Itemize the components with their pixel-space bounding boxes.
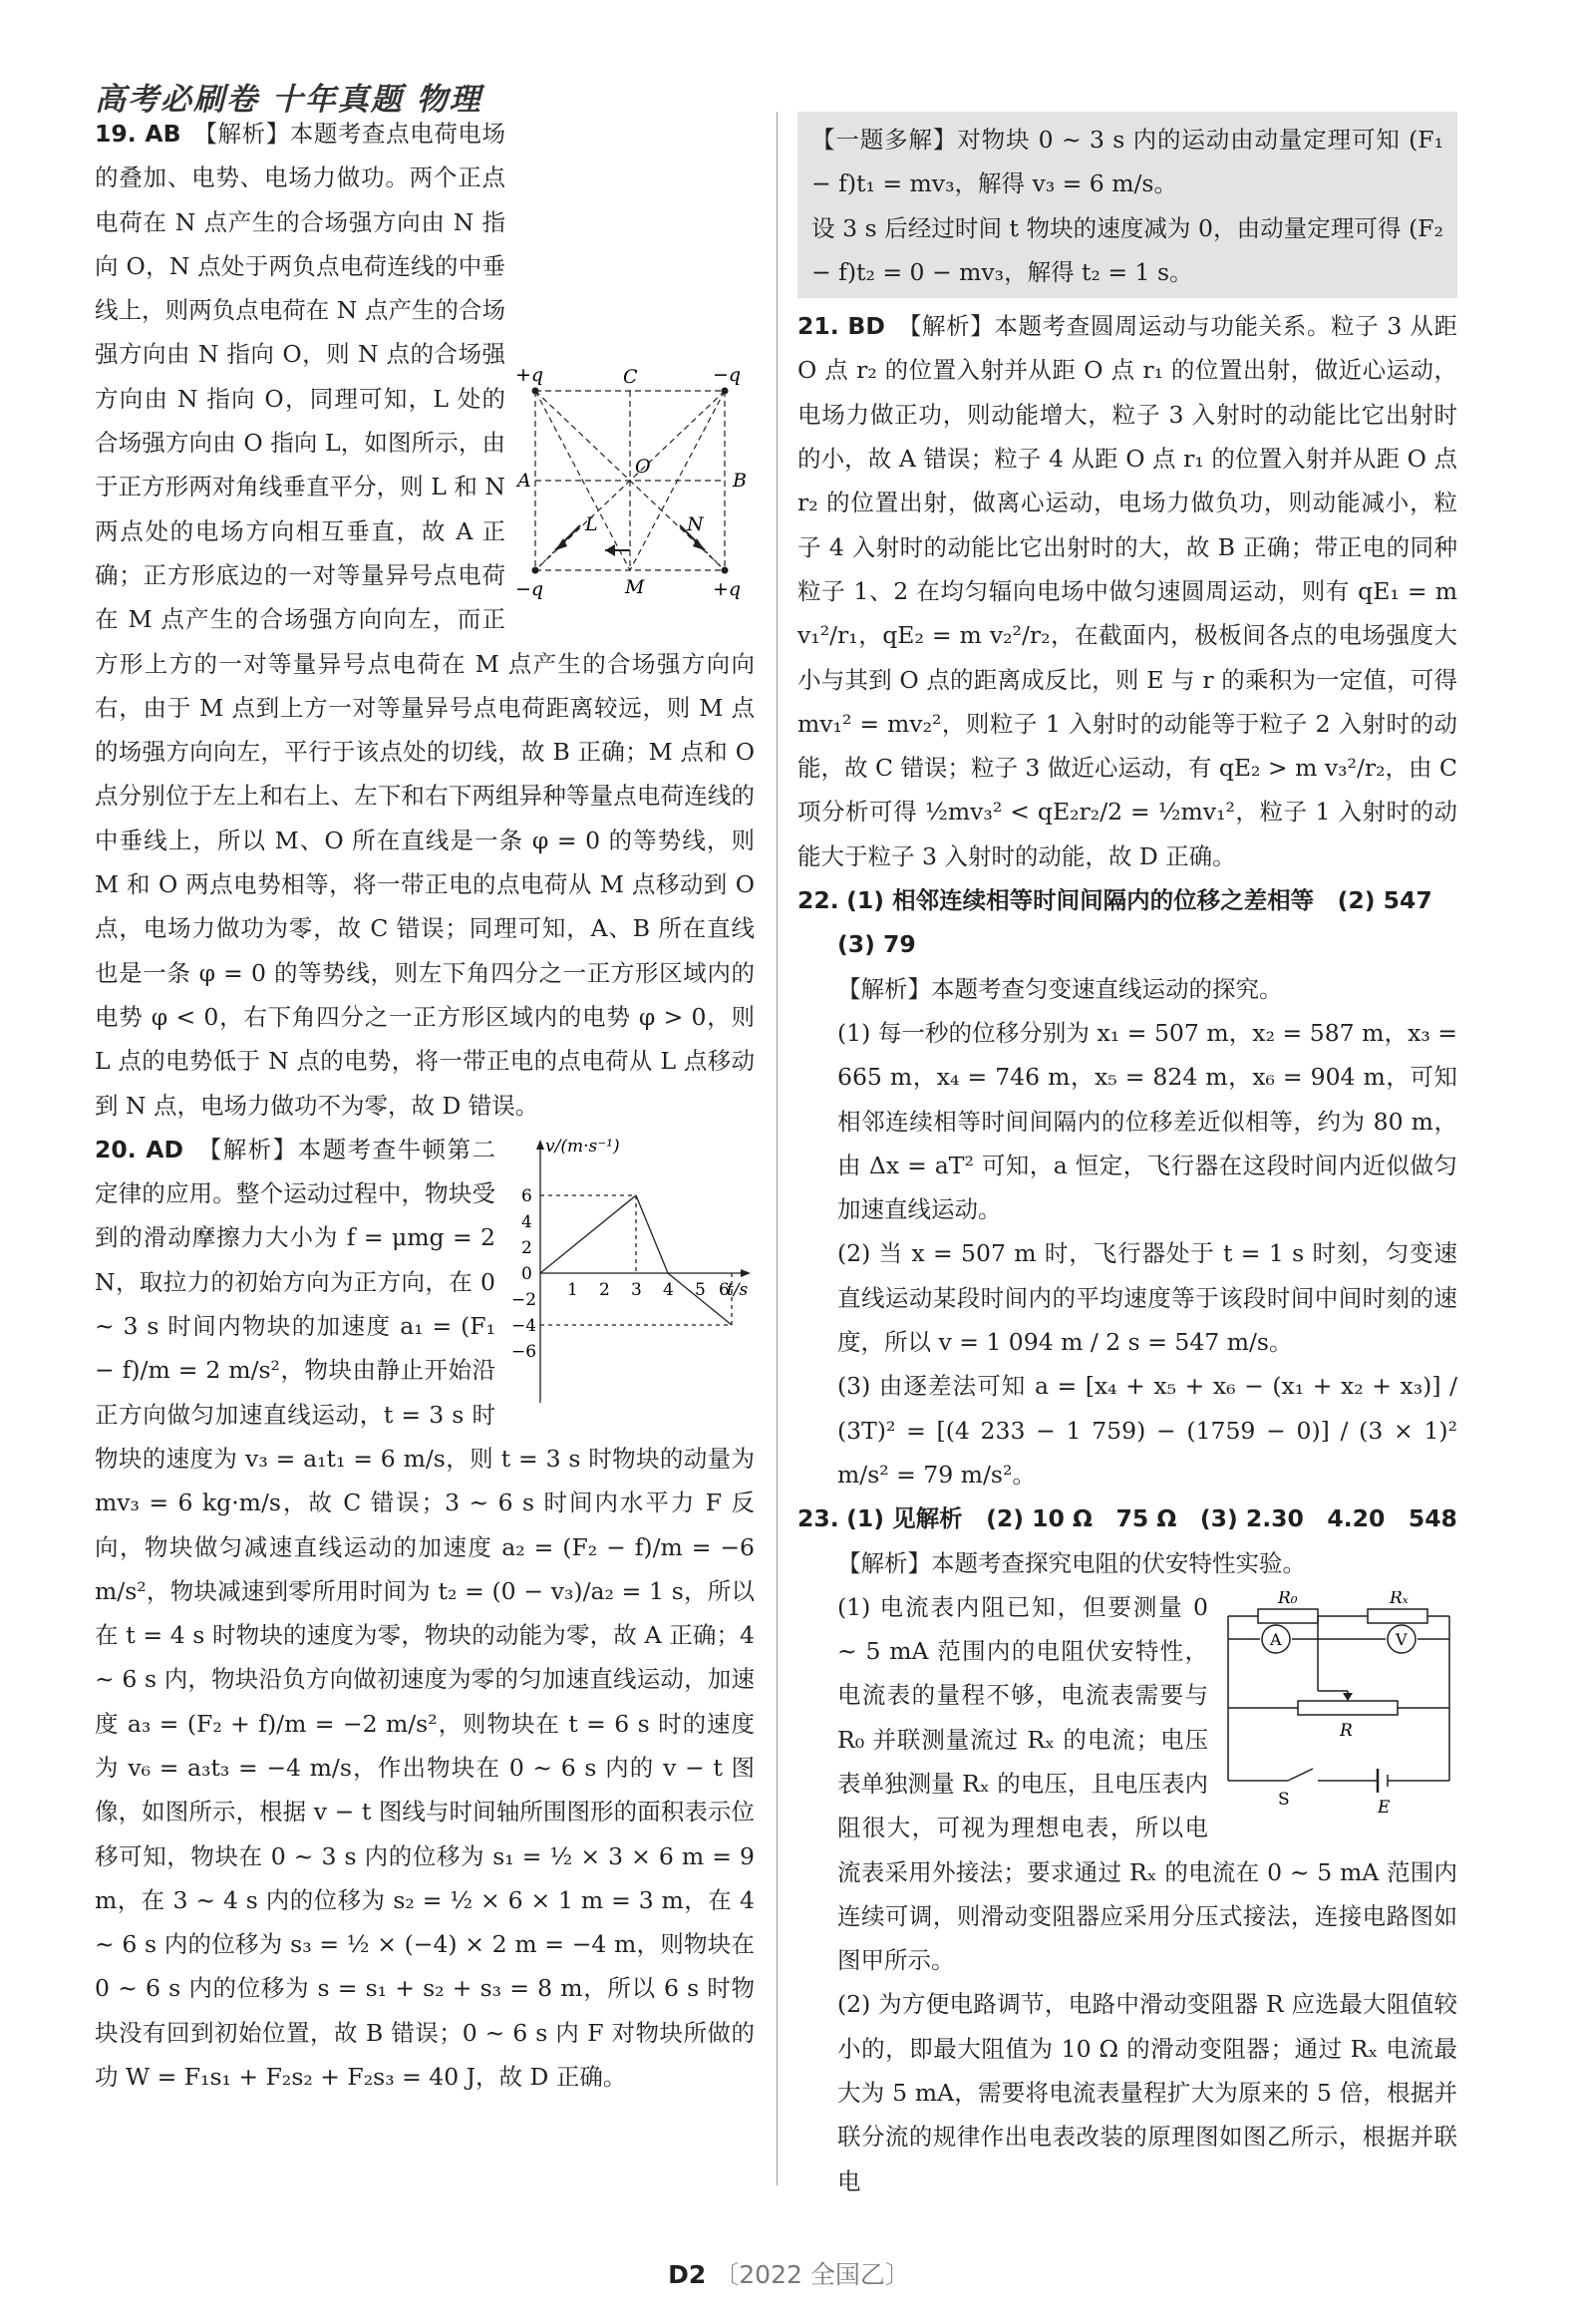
xtick: 6 [719, 1279, 730, 1300]
page-number: D2 [668, 2260, 707, 2289]
q20-analysis: 【解析】本题考查牛顿第二定律的应用。整个运动过程中，物块受到的滑动摩擦力大小为 f = μmg = 2 N，取拉力的初始方向为正方向，在 0 ~ 3 s 时间内物块的加速度 a₁ = (F₁ − f)/m = 2 m/s²，物块由静止开始沿正方向做匀加速直线运动，t = 3 s 时物块的速度为 v₃ = a₁t₁ = 6 m/s，则 t = 3 s 时物块的动量为 mv₃ = 6 kg·m/s，故 C 错误；3 ~ 6 s 时间内水平力 F 反向，物块做匀减速直线运动的加速度 a₂ = (F₂ − f)/m = −6 m/s²，物块减速到零所用时间为 t₂ = (0 − v₃)/a₂ = 1 s，所以在 t = 4 s 时物块的速度为零，物块的动能为零，故 A 正确；4 ~ 6 s 内，物块沿负方向做初速度为零的匀加速直线运动，加速度 a₃ = (F₂ + f)/m = −2 m/s²，则物块在 t = 6 s 时的速度为 v₆ = a₃t₃ = −4 m/s，作出物块在 0 ~ 6 s 内的 v − t 图像，如图所示，根据 v − t 图线与时间轴所围图形的面积表示位移可知，物块在 0 ~ 3 s 内的位移为 s₁ = ½ × 3 × 6 m = 9 m，在 3 ~ 4 s 内的位移为 s₂ = ½ × 6 × 1 m = 3 m，在 4 ~ 6 s 内的位移为 s₃ = ½ × (−4) × 2 m = −4 m，则物块在 0 ~ 6 s 内的位移为 s = s₁ + s₂ + s₃ = 8 m，所以 6 s 时物块没有回到初始位置，故 B 错误；0 ~ 6 s 内 F 对物块所做的功 W = F₁s₁ + F₂s₂ + F₂s₃ = 40 J，故 D 正确。 [95, 1135, 755, 2092]
q20-number: 20. AD [95, 1135, 183, 1163]
q19-number: 19. AB [95, 120, 181, 148]
q22-intro: 【解析】本题考查匀变速直线运动的探究。 [837, 974, 1283, 1003]
label-M: M [625, 576, 645, 598]
ytick: 2 [521, 1237, 532, 1258]
ytick: 0 [521, 1263, 532, 1284]
q19-analysis: 【解析】本题考查点电荷电场的叠加、电势、电场力做功。两个正点电荷在 N 点产生的合场强方向由 N 指向 O，N 点处于两负点电荷连线的中垂线上，则两负点电荷在 N 点产生的合场强方向由 N 指向 O，则 N 点的合场强方向由 N 指向 O，同理可知，L 处的合场强方向由 O 指向 L，如图所示，由于正方形两对角线垂直平分，则 L 和 N 两点处的电场方向相互垂直，故 A 正确；正方形底边的一对等量异号点电荷在 M 点产生的合场强方向向左，而正方形上方的一对等量异号点电荷在 M 点产生的合场强方向向右，由于 M 点到上方一对等量异号点电荷距离较远，则 M 点的场强方向向左，平行于该点处的切线，故 B 正确；M 点和 O 点分别位于左上和右上、左下和右下两组异种等量点电荷连线的中垂线上，所以 M、O 所在直线是一条 φ = 0 的等势线，则 M 和 O 两点电势相等，将一带正电的点电荷从 M 点移动到 O 点，电场力做功为零，故 C 错误；同理可知，A、B 所在直线也是一条 φ = 0 的等势线，则左下角四分之一正方形区域内的电势 φ < 0，右下角四分之一正方形区域内的电势 φ > 0，则 L 点的电势低于 N 点的电势，将一带正电的点电荷从 L 点移动到 N 点，电场力做功不为零，故 D 错误。 [95, 120, 755, 1120]
label-S: S [1278, 1789, 1290, 1810]
page-header: 高考必刷卷 十年真题 物理 [95, 82, 482, 118]
label-O: O [635, 456, 651, 478]
ammeter-A: A [1270, 1629, 1282, 1649]
page-footer [0, 2255, 1578, 2291]
label-bottom-right-charge: +q [713, 578, 742, 600]
q22-answer-2: (3) 79 [837, 930, 916, 959]
question-19 [95, 112, 755, 1128]
label-top-right-charge: −q [713, 364, 742, 386]
v-t-graph [505, 1134, 755, 1413]
label-Rx: Rₓ [1390, 1590, 1409, 1608]
question-21 [797, 304, 1457, 878]
voltmeter-V: V [1396, 1629, 1408, 1649]
label-L: L [585, 513, 598, 535]
graph-ylabel: v/(m·s⁻¹) [545, 1136, 620, 1157]
question-22 [797, 878, 1457, 1496]
q23-answer: (1) 见解析 (2) 10 Ω 75 Ω (3) 2.30 4.20 548 [846, 1504, 1457, 1533]
q22-answer: (1) 相邻连续相等时间间隔内的位移之差相等 (2) 547 [846, 886, 1432, 915]
exam-source: 〔2022 全国乙〕 [714, 2260, 910, 2289]
multi-solution-line-2: 设 3 s 后经过时间 t 物块的速度减为 0，由动量定理可得 (F₂ − f)t₂ = 0 − mv₃，解得 t₂ = 1 s。 [811, 213, 1443, 286]
xtick: 2 [599, 1279, 610, 1300]
ytick: 4 [521, 1211, 532, 1232]
question-23 [797, 1496, 1457, 2203]
xtick: 1 [567, 1279, 578, 1300]
q23-part-2: (2) 为方便电路调节，电路中滑动变阻器 R 应选最大阻值较小的，即最大阻值为 10 Ω 的滑动变阻器；通过 Rₓ 电流最大为 5 mA，需要将电流表量程扩大为原来的 5 倍，根据并联分流的规律作出电表改装的原理图如图乙所示，根据并联电 [837, 1990, 1457, 2195]
label-A: A [517, 470, 531, 492]
label-R0: R₀ [1278, 1590, 1298, 1608]
label-R: R [1340, 1720, 1353, 1741]
circuit-diagram-jia [1218, 1591, 1457, 1821]
question-20 [95, 1128, 755, 2100]
label-B: B [733, 470, 747, 492]
q23-part-1: (1) 电流表内阻已知，但要测量 0 ~ 5 mA 范围内的电阻伏安特性，电流表的量程不够，电流表需要与 R₀ 并联测量流过 Rₓ 的电流；电压表单独测量 Rₓ 的电压，且电压表内阻很大，可视为理想电表，所以电流表采用外接法；要求通过 Rₓ 的电流在 0 ~ 5 mA 范围内连续可调，则滑动变阻器应采用分压式接法，连接电路图如图甲所示。 [837, 1592, 1457, 1975]
q23-intro: 【解析】本题考查探究电阻的伏安特性实验。 [837, 1548, 1306, 1577]
xtick: 3 [631, 1279, 642, 1300]
column-divider [777, 112, 778, 2185]
multi-solution-box [797, 112, 1457, 298]
label-N: N [687, 513, 704, 535]
graph-xlabel: t/s [727, 1279, 749, 1300]
label-top-left-charge: +q [515, 364, 544, 386]
ytick: 6 [521, 1185, 532, 1206]
ytick: −2 [511, 1289, 537, 1310]
q21-analysis: 【解析】本题考查圆周运动与功能关系。粒子 3 从距 O 点 r₂ 的位置入射并从距 O 点 r₁ 的位置出射，做近心运动，电场力做正功，则动能增大，粒子 3 入射时的动能比它出射时的小，故 A 错误；粒子 4 从距 O 点 r₁ 的位置入射并从距 O 点 r₂ 的位置出射，做离心运动，电场力做负功，则动能减小，粒子 4 入射时的动能比它出射时的大，故 B 正确；带正电的同种粒子 1、2 在均匀辐向电场中做匀速圆周运动，则有 qE₁ = m v₁²/r₁，qE₂ = m v₂²/r₂，在截面内，极板间各点的电场强度大小与其到 O 点的距离成反比，则 E 与 r 的乘积为一定值，可得 mv₁² = mv₂²，则粒子 1 入射时的动能等于粒子 2 入射时的动能，故 C 错误；粒子 3 做近心运动，有 qE₂ > m v₃²/r₂，由 C 项分析可得 ½mv₃² < qE₂r₂/2 = ½mv₁²，粒子 1 入射时的动能大于粒子 3 入射时的动能，故 D 正确。 [797, 312, 1458, 870]
q22-part-1: (1) 每一秒的位移分别为 x₁ = 507 m，x₂ = 587 m，x₃ = 665 m，x₄ = 746 m，x₅ = 824 m，x₆ = 904 m，可知相邻连续相等时间间隔内的位移差近似相等，约为 80 m，由 Δx = aT² 可知，a 恒定，飞行器在这段时间内近似做匀加速直线运动。 [837, 1018, 1457, 1224]
left-column [95, 112, 755, 2099]
label-bottom-left-charge: −q [515, 578, 544, 600]
charge-square-figure [515, 361, 755, 600]
ytick: −4 [511, 1315, 537, 1336]
q22-part-3: (3) 由逐差法可知 a = [x₄ + x₅ + x₆ − (x₁ + x₂ + x₃)] / (3T)² = [(4 233 − 1 759) − (1759 − 0)] / (3 × 1)² m/s² = 79 m/s²。 [837, 1372, 1457, 1489]
multi-solution-line-1: 【一题多解】对物块 0 ~ 3 s 内的运动由动量定理可知 (F₁ − f)t₁ = mv₃，解得 v₃ = 6 m/s。 [811, 126, 1443, 198]
xtick: 4 [663, 1279, 674, 1300]
q23-number: 23. [797, 1504, 839, 1533]
label-C: C [623, 366, 638, 388]
ytick: −6 [511, 1341, 537, 1362]
right-column [797, 112, 1457, 2203]
xtick: 5 [695, 1279, 706, 1300]
label-E: E [1378, 1797, 1391, 1818]
q21-number: 21. BD [797, 312, 885, 341]
q22-part-2: (2) 当 x = 507 m 时，飞行器处于 t = 1 s 时刻，匀变速直线运动某段时间内的平均速度等于该段时间中间时刻的速度，所以 v = 1 094 m / 2 s = 547 m/s。 [837, 1239, 1457, 1357]
q22-number: 22. [797, 886, 839, 915]
